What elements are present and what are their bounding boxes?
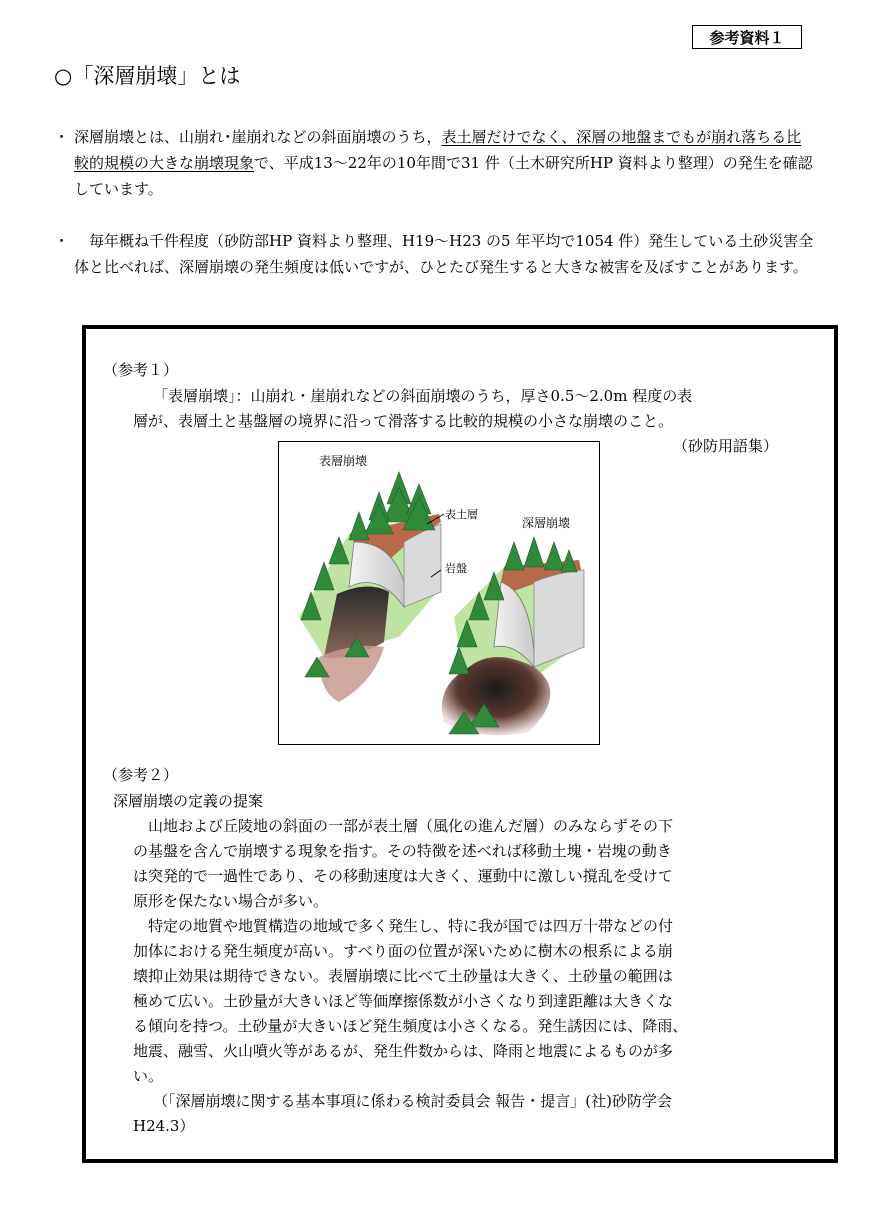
reference-box: [82, 325, 838, 1163]
label-topsoil: 表土層: [445, 508, 478, 521]
reference-2-title: （参考２）: [103, 766, 179, 784]
reference-2-line-7: 壊抑止効果は期待できない。表層崩壊に比べて土砂量は大きく、土砂量の範囲は: [133, 967, 673, 985]
bullet-1-underlined-definition: 表土層だけでなく、深層の地盤までもが崩れ落ちる比較的規模の大きな崩壊現象: [74, 128, 802, 172]
reference-2-line-8: 極めて広い。土砂量が大きいほど等価摩擦係数が小さくなり到達距離は大きくな: [133, 992, 674, 1010]
bullet-symbol: ・: [54, 232, 70, 250]
reference-2-line-3: は突発的で一過性であり、その移動速度は大きく、運動中に激しい撹乱を受けて: [133, 867, 673, 885]
reference-2-line-11: い。: [133, 1067, 164, 1085]
bullet-1-text-end: で、平成13～22年の10年間で31 件（土木研究所HP 資料より整理）の発生を確認しています。: [74, 154, 813, 198]
reference-2-line-6: 加体における発生頻度が高い。すべり面の位置が深いために樹木の根系による崩: [133, 942, 673, 960]
label-deep-collapse: 深層崩壊: [522, 516, 571, 530]
page-heading: ○「深層崩壊」とは: [54, 64, 241, 88]
reference-2-line-1: 山地および丘陵地の斜面の一部が表土層（風化の進んだ層）のみならずその下: [133, 817, 674, 835]
right-bedrock-face: [534, 570, 584, 667]
reference-1-title: （参考１）: [103, 361, 179, 379]
landslide-illustration: [278, 441, 600, 745]
bullet-symbol: ・: [54, 128, 70, 146]
bullet-paragraph-1: [54, 124, 814, 202]
landslide-diagram: [279, 442, 599, 744]
reference-2-subtitle: 深層崩壊の定義の提案: [113, 792, 264, 810]
reference-2-line-10: 地震、融雪、火山噴火等があるが、発生件数からは、降雨と地震によるものが多: [133, 1042, 674, 1060]
reference-2-citation-line-2: H24.3）: [133, 1117, 195, 1135]
bullet-2-text: 毎年概ね千件程度（砂防部HP 資料より整理、H19～H23 の5 年平均で1054 件）発生している土砂災害全体と比べれば、深層崩壊の発生頻度は低いですが、ひとたび発生すると大きな被害を及ぼすことがあります。: [74, 232, 814, 276]
reference-1-line-2: 層が、表層土と基盤層の境界に沿って滑落する比較的規模の小さな崩壊のこと。: [133, 412, 674, 430]
reference-2-line-4: 原形を保たない場合が多い。: [133, 892, 329, 910]
bullet-1-text-start: 深層崩壊とは、山崩れ･崖崩れなどの斜面崩壊のうち，: [74, 128, 442, 146]
label-bedrock: 岩盤: [445, 562, 467, 575]
label-surface-collapse: 表層崩壊: [319, 454, 368, 468]
reference-1-source: （砂防用語集）: [672, 437, 778, 455]
reference-2-line-5: 特定の地質や地質構造の地域で多く発生し、特に我が国では四万十帯などの付: [133, 917, 674, 935]
reference-2-line-2: の基盤を含んで崩壊する現象を指す。その特徴を述べれば移動土塊・岩塊の動き: [133, 842, 672, 860]
bullet-paragraph-2: [54, 228, 814, 280]
reference-2-line-9: る傾向を持つ。土砂量が大きいほど発生頻度は小さくなる。発生誘因には、降雨、: [133, 1017, 688, 1035]
reference-1-line-1: 「表層崩壊」：山崩れ・崖崩れなどの斜面崩壊のうち，厚さ0.5～2.0m 程度の表: [153, 387, 693, 405]
reference-2-citation-line-1: （「深層崩壊に関する基本事項に係わる検討委員会 報告・提言」(社)砂防学会: [153, 1092, 672, 1110]
reference-material-tag: 参考資料１: [692, 25, 802, 49]
